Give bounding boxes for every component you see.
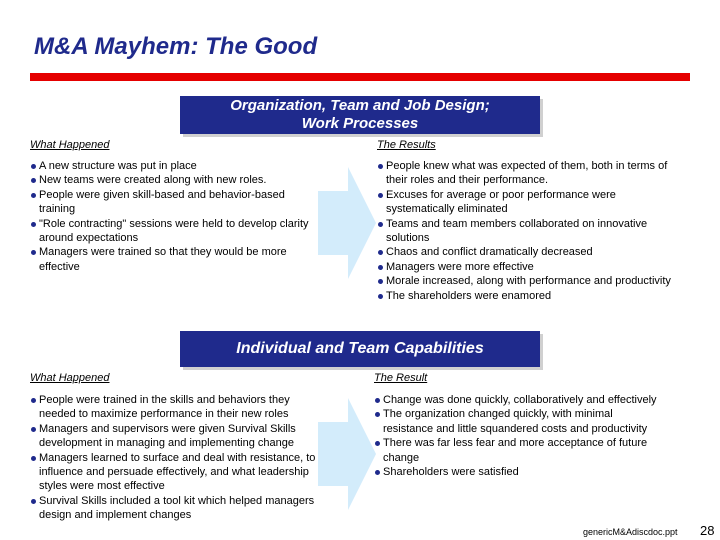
bullet-icon [31, 456, 36, 461]
bullet-icon [31, 427, 36, 432]
right-arrow-icon [318, 398, 376, 510]
section1-left-list [30, 159, 315, 274]
bullet-icon [375, 470, 380, 475]
bullet-icon [378, 164, 383, 169]
section1-banner-text: Organization, Team and Job Design; Work Processes [230, 97, 490, 132]
bullet-icon [31, 164, 36, 169]
bullet-icon [378, 279, 383, 284]
bullet-icon [31, 178, 36, 183]
bullet-icon [378, 193, 383, 198]
section2-left-heading: What Happened [30, 372, 110, 384]
list-item: The shareholders were enamored [377, 289, 687, 303]
list-item: Change was done quickly, collaboratively and effectively [374, 393, 664, 407]
section2-left-list [30, 393, 320, 523]
title-rule [30, 73, 690, 81]
section2-banner-text: Individual and Team Capabilities [236, 340, 484, 357]
bullet-icon [31, 499, 36, 504]
bullet-icon [375, 398, 380, 403]
list-item: People knew what was expected of them, both in terms of their roles and their performance. [377, 159, 687, 188]
slide-title: M&A Mayhem: The Good [34, 33, 318, 60]
list-item: Shareholders were satisfied [374, 465, 664, 479]
list-item: Managers and supervisors were given Survival Skills development in managing and implementing change [30, 422, 320, 451]
footer-filename: genericM&Adiscdoc.ppt [583, 527, 678, 537]
page-number: 28 [700, 523, 715, 538]
bullet-icon [31, 222, 36, 227]
section2-banner [180, 331, 540, 367]
section1-left-heading: What Happened [30, 139, 110, 151]
list-item: New teams were created along with new roles. [30, 173, 315, 187]
list-item: Survival Skills included a tool kit which helped managers design and implement changes [30, 494, 320, 523]
bullet-icon [378, 265, 383, 270]
list-item: People were given skill-based and behavior-based training [30, 188, 315, 217]
list-item: Chaos and conflict dramatically decreased [377, 245, 687, 259]
bullet-icon [378, 250, 383, 255]
list-item: People were trained in the skills and behaviors they needed to maximize performance in their new roles [30, 393, 320, 422]
list-item: There was far less fear and more acceptance of future change [374, 436, 664, 465]
section2-right-heading: The Result [374, 372, 428, 384]
bullet-icon [378, 294, 383, 299]
list-item: Morale increased, along with performance and productivity [377, 274, 687, 288]
bullet-icon [31, 193, 36, 198]
list-item: Teams and team members collaborated on innovative solutions [377, 217, 687, 246]
list-item: The organization changed quickly, with minimal resistance and little squandered costs and productivity [374, 407, 664, 436]
section1-banner [180, 96, 540, 134]
bullet-icon [375, 412, 380, 417]
list-item: "Role contracting" sessions were held to develop clarity around expectations [30, 217, 315, 246]
bullet-icon [31, 398, 36, 403]
section1-right-list [377, 159, 687, 303]
section1-right-heading: The Results [377, 139, 436, 151]
section2-right-list [374, 393, 664, 479]
right-arrow-icon [318, 167, 376, 279]
list-item: Excuses for average or poor performance were systematically eliminated [377, 188, 687, 217]
bullet-icon [378, 222, 383, 227]
list-item: Managers were trained so that they would be more effective [30, 245, 315, 274]
bullet-icon [31, 250, 36, 255]
list-item: A new structure was put in place [30, 159, 315, 173]
list-item: Managers were more effective [377, 260, 687, 274]
bullet-icon [375, 441, 380, 446]
list-item: Managers learned to surface and deal with resistance, to influence and persuade effectively, and what leadership styles were most effective [30, 451, 320, 494]
